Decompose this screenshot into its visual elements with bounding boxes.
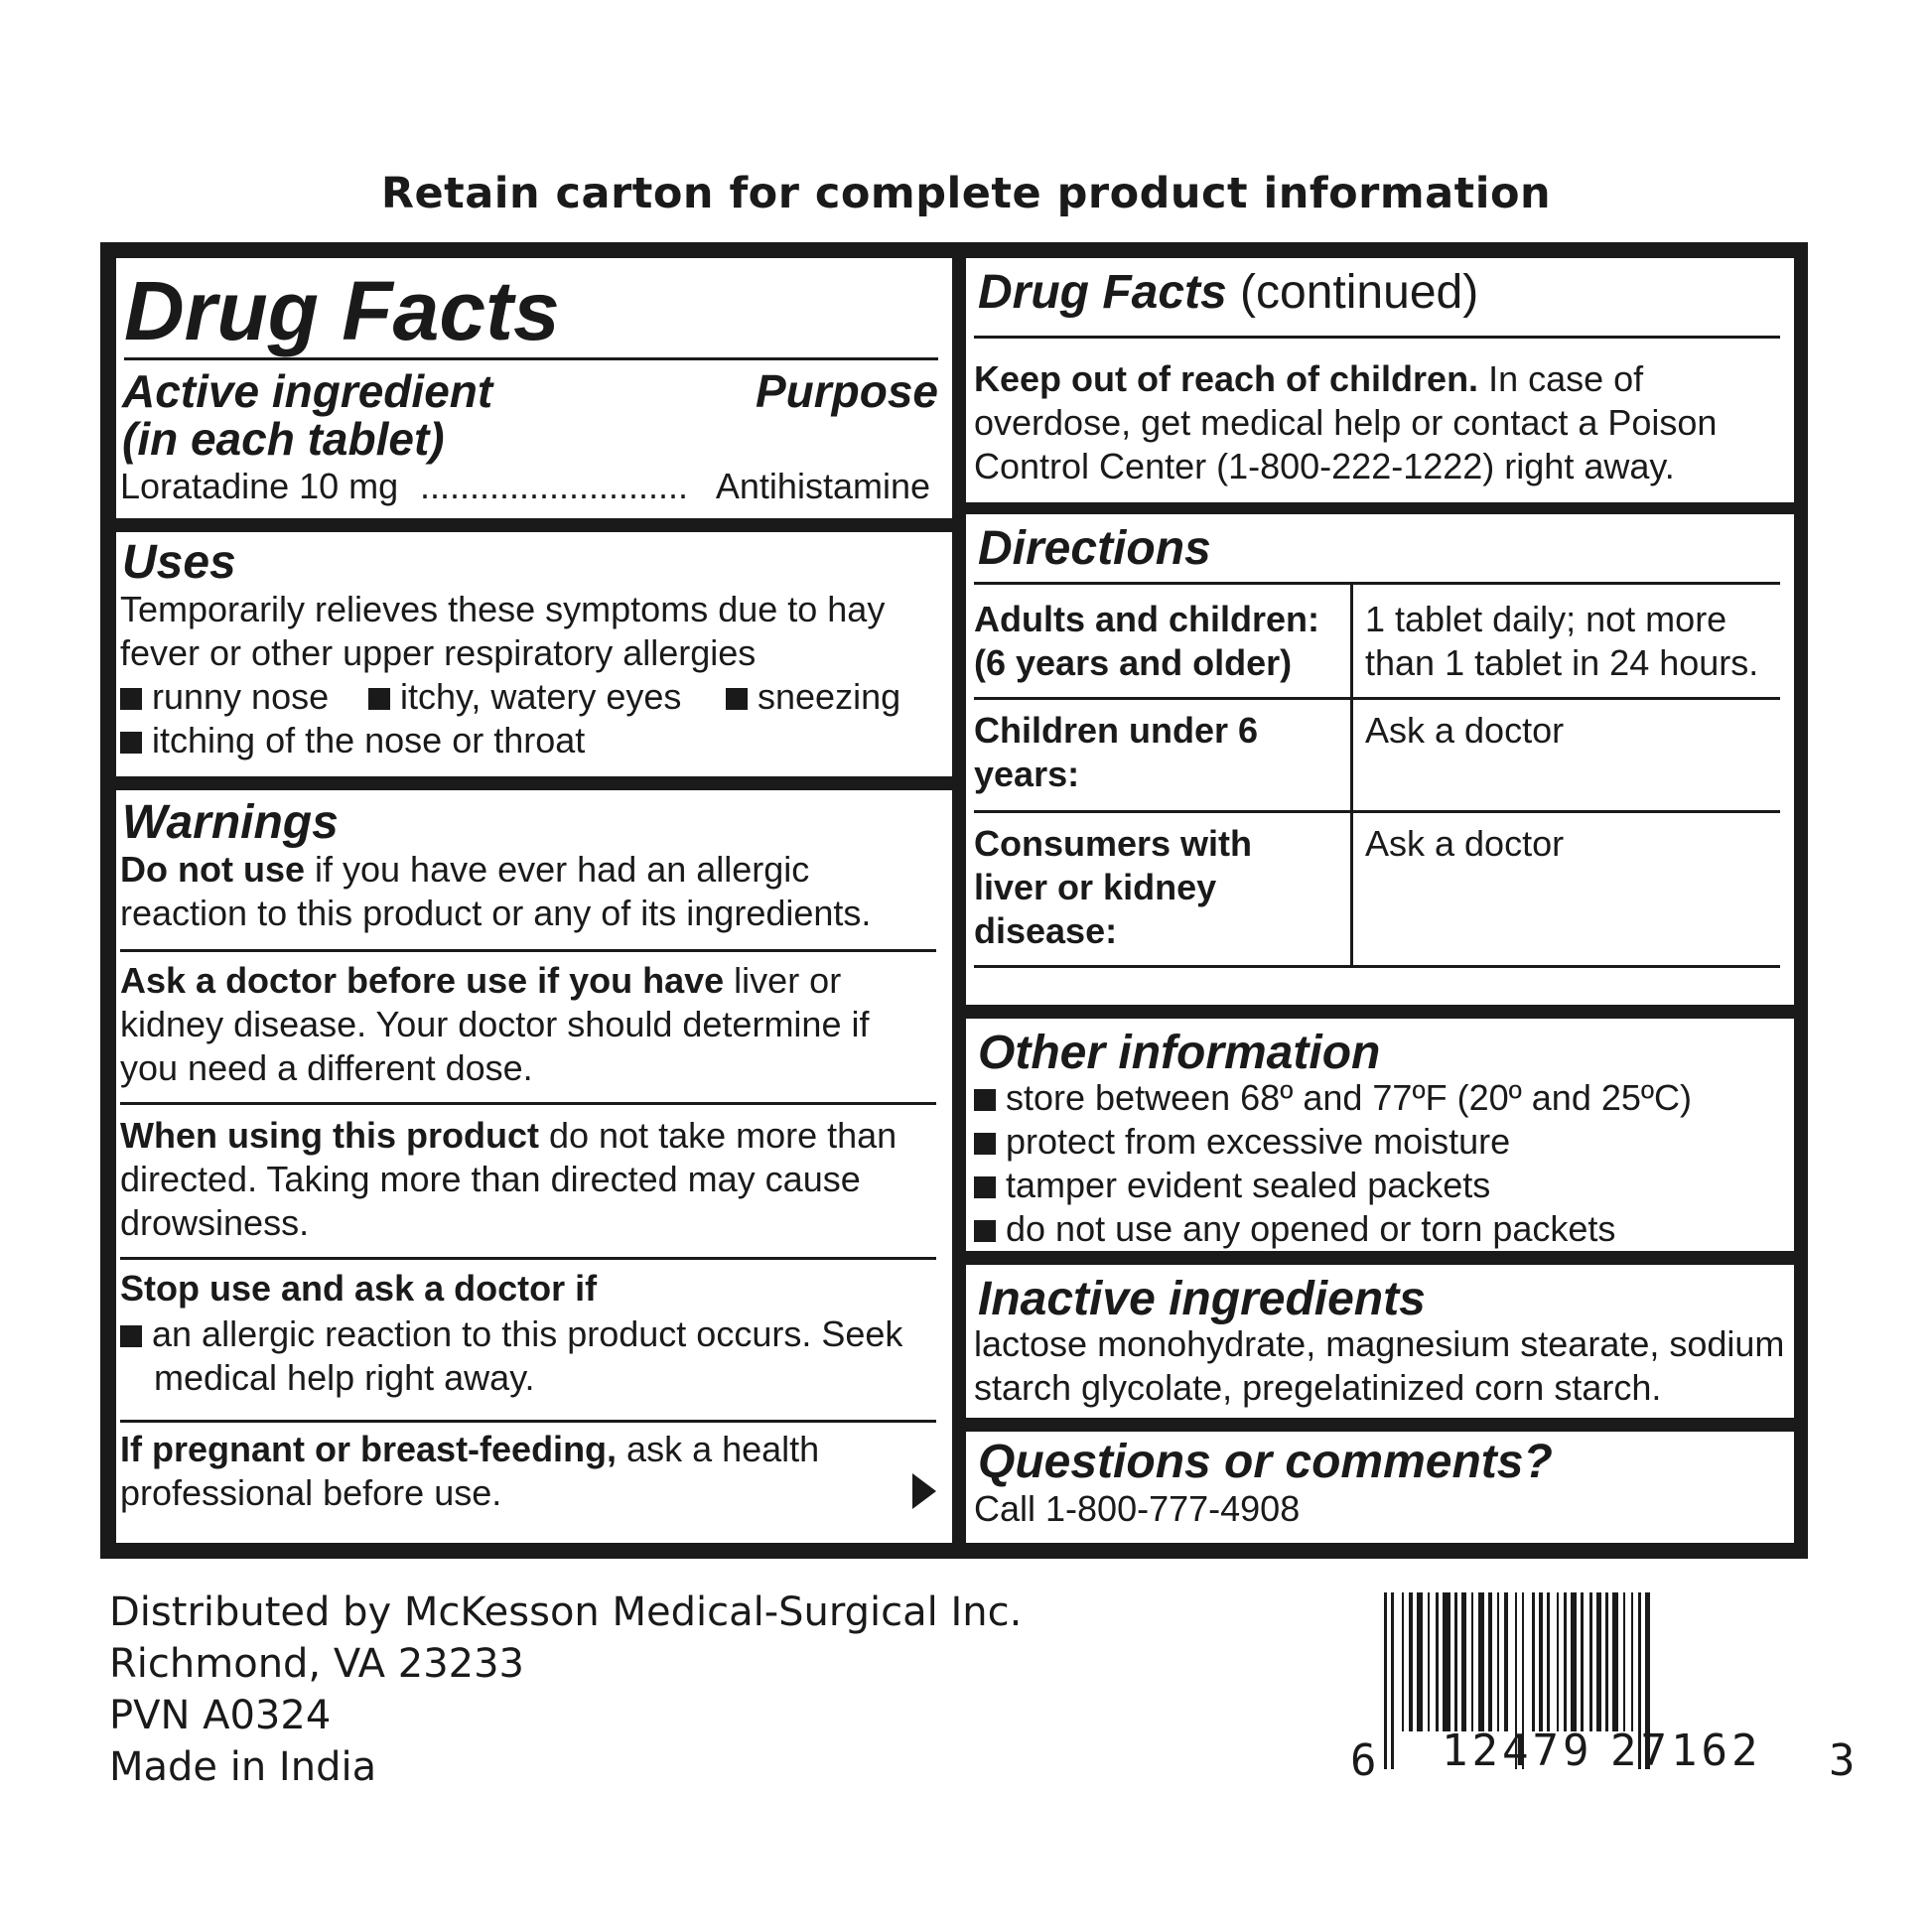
- pregnant-line2: professional before use.: [120, 1472, 502, 1513]
- continue-arrow-icon: [910, 1471, 938, 1511]
- barcode-bar: [1409, 1592, 1413, 1731]
- bullet-square-icon: [120, 688, 142, 710]
- other-information-box: [966, 1019, 1794, 1251]
- active-ingredient-box: [116, 258, 952, 518]
- barcode-first-digit: 6: [1350, 1735, 1377, 1786]
- uses-bullet-runny-nose: runny nose: [120, 675, 329, 719]
- drug-facts-panel: [100, 242, 1808, 1559]
- bullet-square-icon: [974, 1089, 996, 1111]
- keep-out-box: [966, 258, 1794, 502]
- directions-row3-who-line3: disease:: [974, 910, 1118, 951]
- barcode-bar: [1539, 1592, 1543, 1731]
- distributor-address: Richmond, VA 23233: [109, 1641, 524, 1687]
- purpose-heading: Purpose: [755, 365, 938, 417]
- barcode-bar: [1557, 1592, 1559, 1731]
- divider: [124, 357, 938, 360]
- drug-facts-continued-title: Drug Facts (continued): [978, 266, 1479, 319]
- active-ingredient-heading: Active ingredient: [122, 365, 493, 417]
- bullet-square-icon: [974, 1220, 996, 1242]
- barcode-left-group: 12479: [1442, 1725, 1593, 1776]
- barcode-bar: [1504, 1592, 1508, 1731]
- other-info-item: store between 68º and 77ºF (20º and 25ºC): [974, 1076, 1692, 1120]
- uses-bullet-itchy-eyes: itchy, watery eyes: [368, 675, 681, 719]
- barcode-bar: [1417, 1592, 1423, 1731]
- barcode-bar: [1436, 1592, 1439, 1731]
- barcode-bar: [1605, 1592, 1608, 1731]
- barcode-bar: [1581, 1592, 1584, 1731]
- keep-out-line1: Keep out of reach of children. In case of: [974, 358, 1644, 399]
- directions-row3-who-line2: liver or kidney: [974, 867, 1217, 907]
- divider: [974, 336, 1780, 339]
- uses-box: [116, 532, 952, 776]
- bullet-square-icon: [974, 1133, 996, 1155]
- bullet-square-icon: [120, 1325, 142, 1347]
- ask-doctor-line1: Ask a doctor before use if you have liver or: [120, 960, 842, 1001]
- barcode-bar: [1532, 1592, 1535, 1731]
- inactive-ingredients-heading: Inactive ingredients: [978, 1273, 1426, 1325]
- barcode-bar: [1402, 1592, 1404, 1731]
- other-info-item: do not use any opened or torn packets: [974, 1207, 1615, 1251]
- directions-row2-who-line1: Children under 6: [974, 710, 1259, 751]
- uses-bullet-itching: itching of the nose or throat: [120, 719, 585, 762]
- divider: [120, 1257, 936, 1260]
- keep-out-line2: overdose, get medical help or contact a Poison: [974, 402, 1718, 443]
- divider: [974, 582, 1780, 585]
- divider: [974, 697, 1780, 700]
- ask-doctor-line2: kidney disease. Your doctor should determine if: [120, 1004, 870, 1044]
- barcode-bar: [1478, 1592, 1484, 1731]
- stop-use-heading: Stop use and ask a doctor if: [120, 1268, 598, 1309]
- directions-row2-who-line2: years:: [974, 754, 1080, 794]
- ingredient-purpose: Antihistamine: [715, 466, 930, 506]
- inactive-ingredients-line2: starch glycolate, pregelatinized corn starch.: [974, 1367, 1662, 1408]
- inactive-ingredients-box: [966, 1265, 1794, 1418]
- uses-bullet-sneezing: sneezing: [726, 675, 900, 719]
- bullet-square-icon: [974, 1176, 996, 1198]
- barcode-bar: [1564, 1592, 1567, 1731]
- uses-text-line2: fever or other upper respiratory allergies: [120, 632, 757, 673]
- divider: [120, 1102, 936, 1105]
- table-column-divider: [1350, 582, 1353, 967]
- barcode-bar: [1428, 1592, 1430, 1731]
- directions-heading: Directions: [978, 522, 1211, 575]
- retain-carton-notice: Retain carton for complete product information: [380, 169, 1552, 218]
- questions-heading: Questions or comments?: [978, 1436, 1553, 1488]
- barcode-bar: [1623, 1592, 1625, 1731]
- directions-row1-who-line2: (6 years and older): [974, 642, 1293, 683]
- bullet-square-icon: [368, 688, 390, 710]
- do-not-use-line1: Do not use if you have ever had an allergic: [120, 849, 810, 890]
- barcode-bar: [1547, 1592, 1550, 1731]
- barcode-bar: [1497, 1592, 1499, 1731]
- divider: [974, 965, 1780, 968]
- barcode-bar: [1571, 1592, 1577, 1731]
- questions-phone: Call 1-800-777-4908: [974, 1488, 1301, 1529]
- drug-facts-title: Drug Facts: [124, 264, 560, 357]
- directions-row1-what-line1: 1 tablet daily; not more: [1365, 599, 1727, 639]
- stop-use-bullet-line1: an allergic reaction to this product occurs. Seek: [120, 1312, 902, 1356]
- barcode-bar: [1589, 1592, 1592, 1731]
- bullet-square-icon: [726, 688, 748, 710]
- inactive-ingredients-line1: lactose monohydrate, magnesium stearate, sodium: [974, 1323, 1785, 1364]
- barcode-bar: [1461, 1592, 1466, 1731]
- directions-box: [966, 514, 1794, 1005]
- pregnant-line1: If pregnant or breast-feeding, ask a health: [120, 1429, 820, 1469]
- questions-box: [966, 1432, 1794, 1543]
- directions-row1-who-line1: Adults and children:: [974, 599, 1320, 639]
- distributor-pvn: PVN A0324: [109, 1693, 332, 1738]
- uses-text-line1: Temporarily relieves these symptoms due to hay: [120, 589, 886, 629]
- directions-row1-what-line2: than 1 tablet in 24 hours.: [1365, 642, 1759, 683]
- do-not-use-line2: reaction to this product or any of its ingredients.: [120, 893, 872, 933]
- barcode-last-digit: 3: [1829, 1735, 1856, 1786]
- stop-use-bullet-line2: medical help right away.: [154, 1357, 535, 1398]
- when-using-line2: directed. Taking more than directed may cause: [120, 1159, 861, 1199]
- warnings-heading: Warnings: [122, 796, 339, 849]
- distributor-line: Distributed by McKesson Medical-Surgical Inc.: [109, 1589, 1023, 1635]
- barcode-bar: [1631, 1592, 1633, 1731]
- directions-row2-what: Ask a doctor: [1365, 710, 1565, 751]
- barcode-bar: [1471, 1592, 1473, 1731]
- barcode-bar: [1443, 1592, 1450, 1731]
- other-info-item: protect from excessive moisture: [974, 1120, 1510, 1164]
- barcode-bar: [1612, 1592, 1618, 1731]
- when-using-line3: drowsiness.: [120, 1202, 310, 1243]
- divider: [120, 949, 936, 952]
- barcode-bar: [1391, 1592, 1394, 1769]
- keep-out-line3: Control Center (1-800-222-1222) right away.: [974, 446, 1675, 486]
- divider: [120, 1420, 936, 1423]
- divider: [974, 810, 1780, 813]
- other-information-heading: Other information: [978, 1027, 1381, 1079]
- barcode-bar: [1488, 1592, 1492, 1731]
- uses-heading: Uses: [122, 536, 236, 589]
- ingredient-dots: ...........................: [420, 466, 689, 506]
- ask-doctor-line3: you need a different dose.: [120, 1047, 533, 1088]
- warnings-box: [116, 790, 952, 1543]
- barcode-bar: [1454, 1592, 1457, 1731]
- ingredient-name: Loratadine 10 mg: [120, 466, 399, 506]
- directions-row3-what: Ask a doctor: [1365, 823, 1565, 864]
- barcode-bar: [1596, 1592, 1601, 1731]
- directions-row3-who-line1: Consumers with: [974, 823, 1253, 864]
- active-ingredient-subheading: (in each tablet): [122, 413, 445, 465]
- other-info-item: tamper evident sealed packets: [974, 1164, 1490, 1207]
- barcode-right-group: 27162: [1610, 1725, 1762, 1776]
- distributor-origin: Made in India: [109, 1744, 377, 1790]
- barcode-bar: [1384, 1592, 1387, 1769]
- when-using-line1: When using this product do not take more than: [120, 1115, 897, 1156]
- bullet-square-icon: [120, 732, 142, 754]
